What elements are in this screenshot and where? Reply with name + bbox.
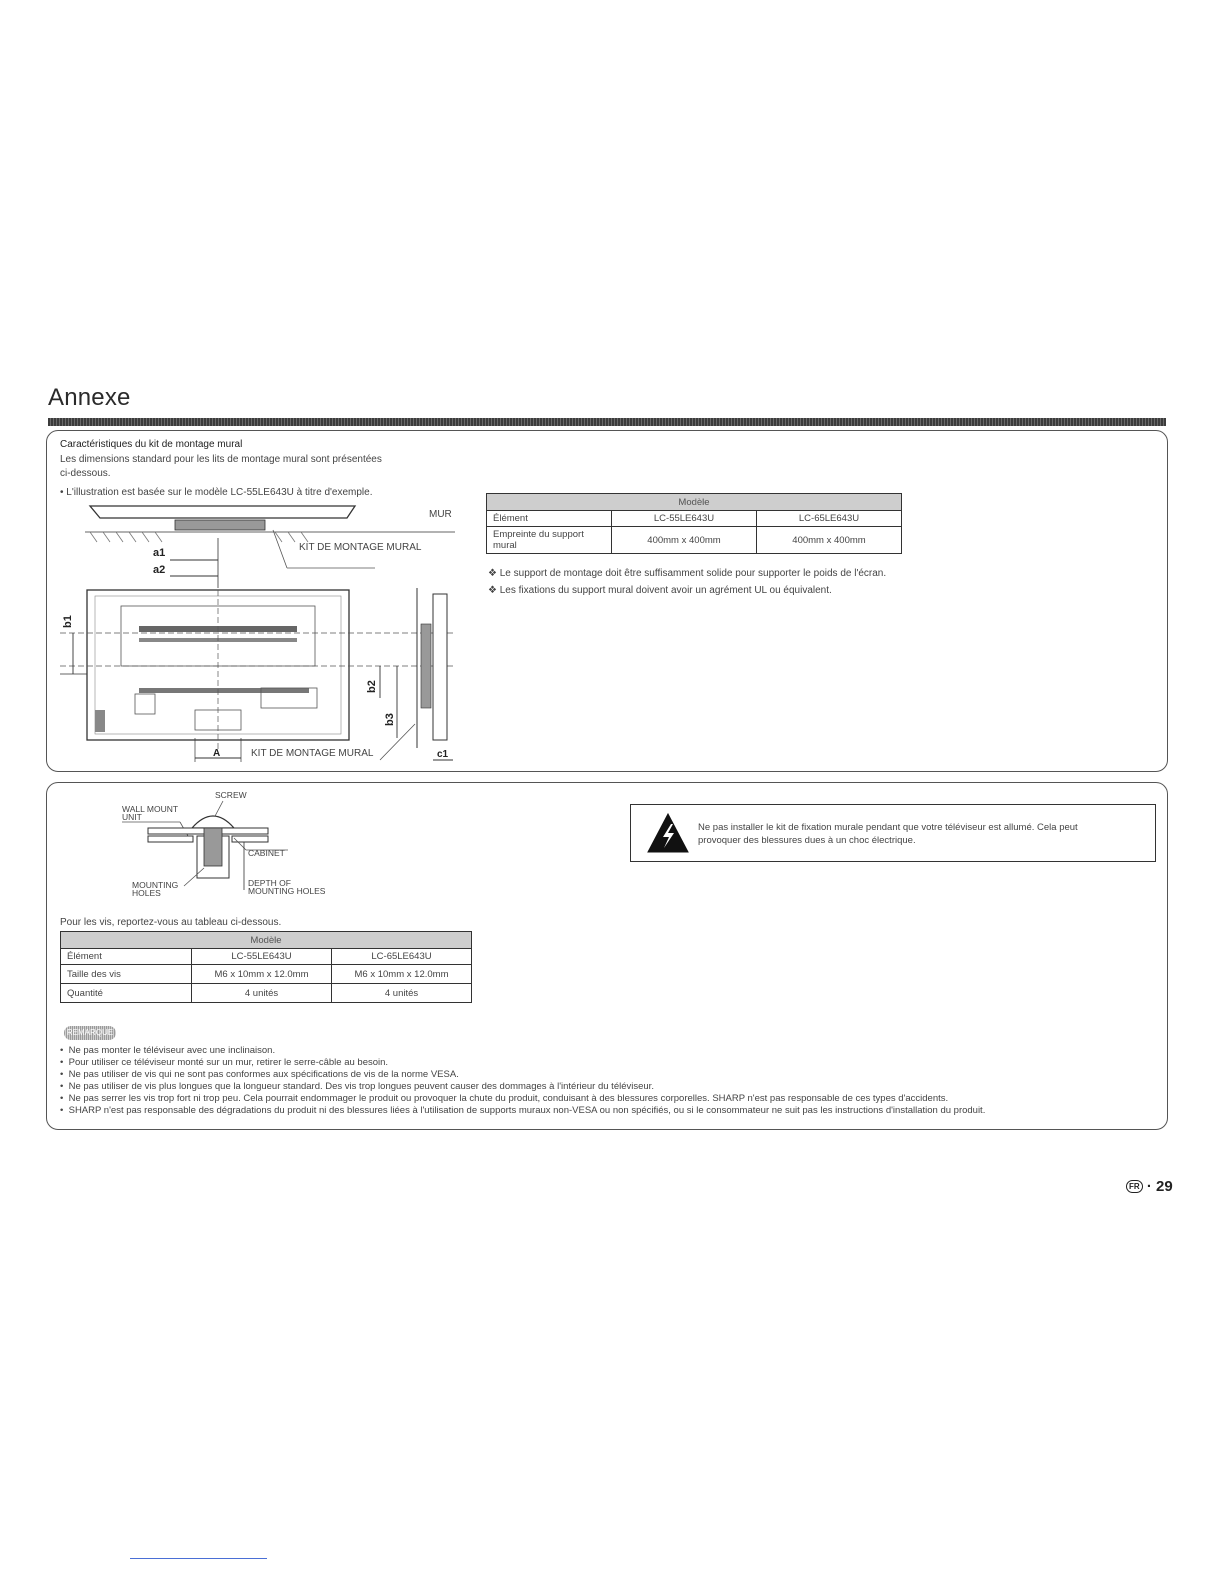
remark-item — [60, 1045, 275, 1058]
wall-kit-table-header: Modèle — [487, 494, 902, 511]
remark-item — [60, 1105, 985, 1118]
remark-item — [60, 1069, 459, 1082]
wall-kit-heading: Caractéristiques du kit de montage mural — [60, 439, 243, 450]
label-wall-mount-unit: UNIT — [122, 812, 142, 822]
label-wall-mount: WALL MOUNT — [122, 804, 179, 814]
wall-kit-note: ❖ Le support de montage doit être suffisamment solide pour supporter le poids de l'écran. — [488, 568, 887, 579]
remark-text: Ne pas monter le téléviseur avec une inclinaison. — [68, 1045, 276, 1056]
page-number-separator: · — [1146, 1178, 1152, 1195]
page-number: 29 — [1156, 1178, 1173, 1195]
remark-text: Pour utiliser ce téléviseur monté sur un mur, retirer le serre-câble au besoin. — [68, 1057, 389, 1068]
screws-table-cell: Élément — [61, 949, 192, 965]
screws-table-cell: 4 unités — [332, 984, 472, 1003]
label-depth-2: MOUNTING HOLES — [248, 886, 326, 896]
screws-intro: Pour les vis, reportez-vous au tableau ci-dessous. — [60, 917, 282, 928]
label-mur: MUR — [429, 509, 452, 520]
screws-table-cell: LC-55LE643U — [192, 949, 332, 965]
bullet-dot-icon: • — [60, 1069, 69, 1080]
wall-kit-table-cell: LC-65LE643U — [757, 511, 902, 527]
page-title: Annexe — [48, 384, 131, 411]
wall-kit-note: ❖ Les fixations du support mural doivent avoir un agrément UL ou équivalent. — [488, 585, 832, 596]
wall-kit-table-cell: LC-55LE643U — [612, 511, 757, 527]
remark-item — [60, 1081, 654, 1094]
remarque-badge: REMARQUE — [64, 1026, 116, 1040]
footer-rule — [130, 1558, 267, 1559]
label-mounting-holes-2: HOLES — [132, 888, 161, 898]
page-number-block — [1126, 1178, 1173, 1195]
label-a2: a2 — [153, 564, 166, 576]
bullet-dot-icon: • — [60, 1057, 69, 1068]
label-A: A — [213, 748, 221, 759]
wall-kit-table-label-line: Empreinte du support — [493, 529, 584, 540]
language-badge: FR — [1126, 1180, 1143, 1193]
electric-shock-warning-icon — [646, 812, 690, 854]
title-rule — [48, 418, 1166, 426]
screws-table-header: Modèle — [61, 932, 472, 949]
remark-text: Ne pas utiliser de vis qui ne sont pas conformes aux spécifications de vis de la norme VESA. — [68, 1069, 459, 1080]
label-c1: c1 — [437, 749, 449, 760]
screws-table-cell: M6 x 10mm x 12.0mm — [332, 965, 472, 984]
remark-item — [60, 1057, 388, 1070]
label-kit-top: KIT DE MONTAGE MURAL — [299, 542, 422, 553]
wall-kit-intro-1: Les dimensions standard pour les lits de montage mural sont présentées — [60, 454, 382, 465]
wall-kit-bullet: • L'illustration est basée sur le modèle LC-55LE643U à titre d'exemple. — [60, 487, 373, 498]
wall-kit-table-cell: 400mm x 400mm — [612, 527, 757, 554]
wall-kit-table-cell: 400mm x 400mm — [757, 527, 902, 554]
label-a1: a1 — [153, 547, 166, 559]
label-b1: b1 — [62, 615, 74, 628]
screws-table-cell: LC-65LE643U — [332, 949, 472, 965]
label-screw: SCREW — [215, 790, 247, 800]
label-depth: DEPTH OF — [248, 878, 291, 888]
tv-mount-diagram — [55, 498, 465, 766]
screws-table-cell: Taille des vis — [61, 965, 192, 984]
wall-hatch — [85, 532, 455, 542]
warning-text-2: provoquer des blessures dues à un choc électrique. — [698, 835, 916, 846]
wall-kit-table-cell — [487, 527, 612, 554]
wall-kit-spec-table — [486, 493, 902, 554]
bullet-dot-icon: • — [60, 1093, 69, 1104]
screws-spec-table — [60, 931, 472, 1003]
wall-kit-intro-2: ci-dessous. — [60, 468, 111, 479]
remark-text: Ne pas serrer les vis trop fort ni trop peu. Cela pourrait endommager le produit ou provoquer la chute du produit, conduisant à des blessures corporelles. SHARP n'est pas responsable de ces types d'accidents. — [68, 1093, 949, 1104]
warning-text-1: Ne pas installer le kit de fixation murale pendant que votre téléviseur est allumé. Cela peut — [698, 822, 1078, 833]
wall-kit-top-view — [175, 520, 265, 530]
label-kit-bottom: KIT DE MONTAGE MURAL — [251, 748, 374, 759]
screw-diagram — [118, 788, 358, 900]
screws-table-cell: M6 x 10mm x 12.0mm — [192, 965, 332, 984]
wall-kit-table-cell: Élément — [487, 511, 612, 527]
screws-table-cell: Quantité — [61, 984, 192, 1003]
screws-table-cell: 4 unités — [192, 984, 332, 1003]
bullet-dot-icon: • — [60, 1105, 69, 1116]
remark-text: Ne pas utiliser de vis plus longues que la longueur standard. Des vis trop longues peuvent causer des dommages à l'intérieur du téléviseur. — [68, 1081, 654, 1092]
remark-text: SHARP n'est pas responsable des dégradations du produit ni des blessures liées à l'utilisation de supports muraux non-VESA ou non spécifiés, ou si le consommateur ne suit pas les instructions d'installation du produit. — [68, 1105, 986, 1116]
wall-kit-table-label-line: mural — [493, 540, 517, 551]
label-mounting-holes: MOUNTING — [132, 880, 179, 890]
label-b3: b3 — [384, 713, 396, 726]
label-cabinet: CABINET — [248, 848, 285, 858]
label-b2: b2 — [366, 680, 378, 693]
remark-item — [60, 1093, 948, 1106]
bullet-dot-icon: • — [60, 1045, 69, 1056]
bullet-dot-icon: • — [60, 1081, 69, 1092]
tv-top-view — [90, 506, 355, 518]
